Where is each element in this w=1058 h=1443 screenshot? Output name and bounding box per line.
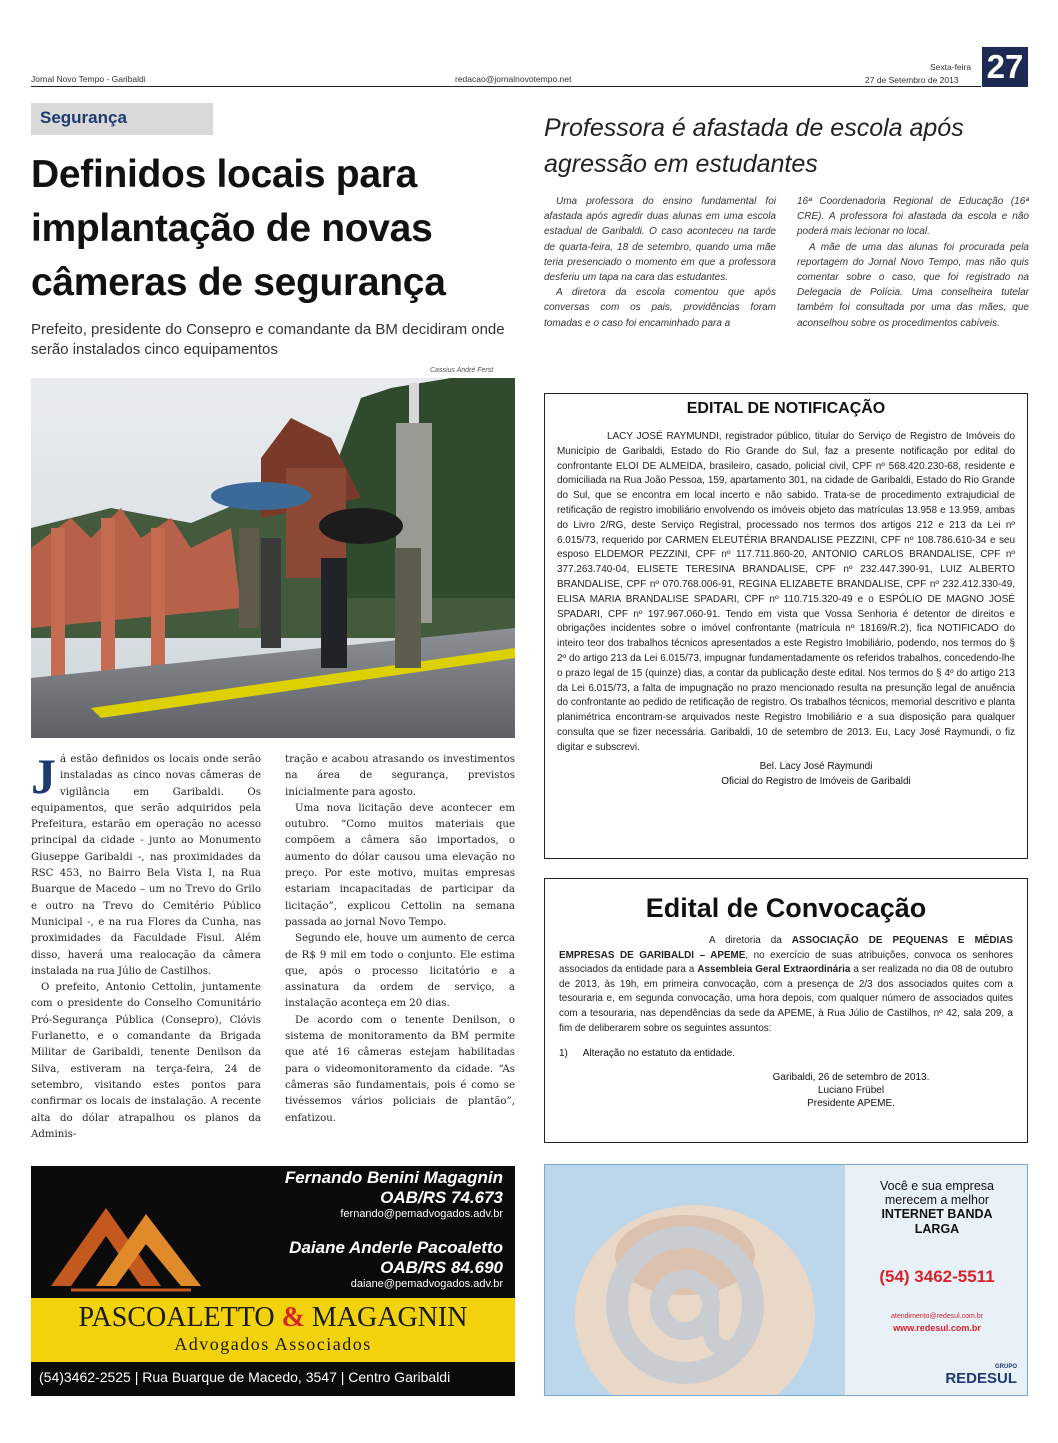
- firm-name-b: MAGAGNIN: [311, 1302, 468, 1333]
- main-article-paragraph-3: tração e acabou atrasando os investimentos na área de segurança, previstos inicialmente para agosto.: [285, 754, 515, 798]
- convocation-date: Garibaldi, 26 de setembro de 2013.: [772, 1072, 930, 1084]
- notification-notice-title: EDITAL DE NOTIFICAÇÃO: [686, 400, 886, 417]
- law-firm-contact: (54)3462-2525 | Rua Buarque de Macedo, 3547 | Centro Garibaldi: [39, 1369, 451, 1385]
- main-article-paragraph-5: Segundo ele, houve um aumento de cerca de R$ 9 mil em todo o conjunto. Ele estima que, após o processo licitatório e a assinatura da ordem de serviço, a instalação aconteça em 20 dias.: [285, 933, 515, 1010]
- lawyer-2: [289, 1238, 503, 1290]
- header-paper-name: Jornal Novo Tempo - Garibaldi: [31, 74, 146, 84]
- law-firm-name: [31, 1302, 515, 1334]
- section-label: Segurança: [31, 103, 213, 135]
- main-article-column-1: [31, 748, 261, 1143]
- notification-signature: [557, 759, 1015, 789]
- convocation-notice-title: Edital de Convocação: [645, 893, 927, 923]
- at-sign-hand-icon: [545, 1165, 845, 1396]
- main-article-paragraph-2: O prefeito, Antonio Cettolin, juntamente com o presidente do Conselho Comunitário Pró-Segurança Pública (Consepro), Clóvis Furlanetto, e o comandante da Brigada Militar de Garibaldi, tenente Denilson da Silva, estiveram na terça-feira, 24 de setembro, visitando estes pontos para confirmar os locais de instalação. A recente alta do dólar atrapalhou os planos da Adminis-: [31, 982, 261, 1140]
- secondary-headline: Professora é afastada de escola após agressão em estudantes: [544, 114, 964, 178]
- photo-credit: Cassius André Ferst: [430, 367, 494, 374]
- secondary-paragraph-4: A mãe de uma das alunas foi procurada pela reportagem do Jornal Novo Tempo, mas não quis comentar sobre o caso, que foi registrado na Delegacia de Polícia. Uma conselheira tutelar também foi consultada por uma das mães, que aconselhou sobre os procedimentos cabíveis.: [797, 241, 1029, 329]
- isp-product: INTERNET BANDA LARGA: [881, 1207, 993, 1236]
- lawyer-1: [285, 1168, 503, 1220]
- main-headline: Definidos locais para implantação de novas câmeras de segurança: [31, 153, 446, 304]
- main-subhead: Prefeito, presidente do Consepro e comandante da BM decidiram onde serão instalados cinco equipamentos: [31, 321, 505, 358]
- secondary-paragraph-1: Uma professora do ensino fundamental foi afastada após agredir duas alunas em uma escola estadual de Garibaldi. O caso aconteceu na tarde de quarta-feira, 18 de setembro, quando uma mãe teria presenciado o momento em que a professora desferiu um tapa na cara das estudantes.: [544, 196, 776, 284]
- page-number: 27: [982, 47, 1028, 87]
- isp-email[interactable]: atendimento@redesul.com.br: [891, 1313, 983, 1320]
- main-article-column-2: [285, 752, 515, 1127]
- secondary-paragraph-3: 16ª Coordenadoria Regional de Educação (16ª CRE). A professora foi afastada da escola e não poderá mais lecionar no local.: [797, 196, 1029, 238]
- secondary-paragraph-2: A diretora da escola comentou que após conversas com os pais, providências foram tomadas e o caso foi encaminhado para a: [544, 287, 776, 329]
- isp-info-panel: [845, 1165, 1028, 1396]
- firm-ampersand: &: [281, 1302, 305, 1333]
- agenda-item-number: 1): [559, 1048, 568, 1060]
- main-article-paragraph-1: á estão definidos os locais onde serão instaladas as cinco novas câmeras de vigilância em Garibaldi. Os equipamentos, que serão adquiridos pela Prefeitura, estarão em operação no acesso principal da cidade - junto ao Monumento Giuseppe Garibaldi -, nas proximidades da RSC 453, no Bairro Bela Vista I, na Rua Buarque de Macedo – um no Trevo do Grilo e outro na Trevo do Cemitério Público Municipal -, e na rua Flores da Cunha, nas proximidades da Faculdade Fisul. Além disso, haverá uma realocação da câmera instalada na rua Júlio de Castilhos.: [31, 754, 261, 977]
- convocation-agenda-item: [559, 1048, 1013, 1059]
- agenda-item-text: Alteração no estatuto da entidade.: [582, 1048, 736, 1060]
- convocation-intro: A diretoria da: [709, 935, 792, 946]
- law-firm-subtitle: Advogados Associados: [174, 1334, 372, 1354]
- isp-phone[interactable]: (54) 3462-5511: [879, 1267, 995, 1286]
- isp-advertisement[interactable]: [544, 1164, 1028, 1396]
- convocation-signature: [559, 1071, 1013, 1110]
- notification-signer-role: Oficial do Registro de Imóveis de Garibaldi: [721, 775, 911, 787]
- lawyer-1-email[interactable]: fernando@pemadvogados.adv.br: [340, 1208, 503, 1220]
- law-firm-banner: [31, 1298, 515, 1362]
- convocation-signer-name: Luciano Frübel: [817, 1085, 885, 1097]
- lawyer-1-name: Fernando Benini Magagnin: [284, 1168, 503, 1187]
- notification-notice-body: LACY JOSÉ RAYMUNDI, registrador público, titular do Serviço de Registro de Imóveis do Município de Garibaldi, Estado do Rio Grande do Sul, faz a presente notificação por edital do confrontante ELOI DE ALMEIDA, brasileiro, casado, policial civil, CPF nº 568.420.230-68, residente e domiciliada na Rua João Pessoa, 159, apartamento 301, na cidade de Garibaldi, Estado do Rio Grande do Sul, que se encontra em local incerto e não sabido. Trata-se de procedimento extrajudicial de retificação de registro imobiliário envolvendo os imóveis objeto das matrículas 13.958 e 13.959, ambas do Livro 2/RG, deste Serviço Registral, processado nos termos dos artigos 212 e 213 da Lei nº 6.015/73, requerido por CARMEN ELEUTÉRIA BRANDALISE PEZZINI, CPF nº 108.786.610-34 e seu esposo ELDEMOR PEZZINI, CPF nº 117.711.860-20, ANTONIO CARLOS BRANDALISE, CPF nº 377.263.740-04, ELISETE TERESINA BRANDALISE, CPF nº 232.447.390-91, LUIZ ALBERTO BRANDALISE, CPF nº 070.768.006-91, REGINA ELIZABETE BRANDALISE, CPF nº 232.412.330-49, ELISA MARIA BRANDALISE SPADARI, CPF nº 110.715.320-49 e o ESPÓLIO DE MAGNO JOSÉ SPADARI, CPF nº 197.967.060-91. Tendo em vista que Vossa Senhoria é detentor de direitos e obrigações incidentes sobre o imóvel confrontante (matrícula nº 18169/R.2), fica NOTIFICADO do inteiro teor dos trabalhos técnicos apresentados a este Registro Imobiliário, podendo, nos termos do § 2º do artigo 213 da Lei 6.015/73, impugnar fundamentadamente os referidos trabalhos, concedendo-lhe o prazo legal de 15 (quinze) dias, a contar da publicação deste edital. Nos termos do § 4º do artigo 213 da Lei 6.015/73, a falta de impugnação no prazo mencionado resulta na presunção legal de anuência do confrontante ao pedido de retificação de registro. Os trabalhos técnicos, memorial descritivo e planta planimétrica encontram-se arquivados neste Registro Imobiliário e a sua disposição para qualquer consulta que se fizer necessária. Garibaldi, 10 de setembro de 2013. Eu, Lacy José Raymundi, o fiz digitar e subscrevi.: [557, 431, 1015, 753]
- convocation-org: ASSOCIAÇÃO DE PEQUENAS E MÉDIAS EMPRESAS DE GARIBALDI – APEME: [559, 935, 1013, 961]
- isp-website[interactable]: www.redesul.com.br: [893, 1323, 981, 1333]
- secondary-article-column-2: [797, 194, 1029, 331]
- drop-cap: J: [31, 748, 56, 804]
- lawyer-1-oab: OAB/RS 74.673: [380, 1188, 503, 1207]
- convocation-notice-body: [559, 934, 1013, 1036]
- convocation-notice-box: [544, 878, 1028, 1143]
- secondary-article-column-1: [544, 194, 776, 331]
- law-firm-advertisement[interactable]: [31, 1166, 515, 1396]
- notification-notice-box: [544, 393, 1028, 859]
- convocation-mid: , no exercício de suas atribuições, convoca os senhores associados da entidade para a: [559, 949, 1013, 976]
- firm-name-a: PASCOALETTO: [78, 1302, 275, 1333]
- isp-tagline: Você e sua empresa merecem a melhor: [880, 1179, 994, 1207]
- isp-brand-name: REDESUL: [945, 1370, 1017, 1387]
- isp-brand-logo: [945, 1364, 1017, 1387]
- header-rule: [31, 86, 981, 87]
- main-photo: [31, 378, 515, 738]
- lawyer-2-email[interactable]: daiane@pemadvogados.adv.br: [350, 1278, 503, 1290]
- main-article-paragraph-6: De acordo com o tenente Denilson, o sistema de monitoramento da BM permite que até 16 câmeras estejam habilitadas para o videomonitoramento da cidade. “As câmeras são fundamentais, pois é como se tivéssemos vários policiais de plantão”, enfatizou.: [285, 1014, 515, 1124]
- main-article-paragraph-4: Uma nova licitação deve acontecer em outubro. “Como muitos materiais que compõem a câmera são importados, o aumento do dólar causou uma elevação no preço. Por este motivo, muitas empresas estariam incapacitadas de participar da licitação”, explicou Cettolin na semana passada ao jornal Novo Tempo.: [285, 802, 515, 928]
- header-date: 27 de Setembro de 2013: [865, 75, 959, 85]
- isp-brand-group: GRUPO: [994, 1364, 1017, 1370]
- header-weekday: Sexta-feira: [930, 62, 972, 72]
- header-email[interactable]: redacao@jornalnovotempo.net: [455, 74, 572, 84]
- convocation-assembly: Assembleia Geral Extraordinária: [697, 964, 851, 976]
- notification-signer-name: Bel. Lacy José Raymundi: [759, 760, 873, 772]
- lawyer-2-oab: OAB/RS 84.690: [380, 1258, 503, 1277]
- convocation-signer-role: Presidente APEME.: [807, 1098, 895, 1110]
- lawyer-2-name: Daiane Anderle Pacoaletto: [289, 1238, 503, 1257]
- convocation-rest: a ser realizada no dia 08 de outubro de 2013, às 19h, em primeira convocação, com a presença de 2/3 dos associados quites com a tesouraria e, em segunda convocação, uma hora depois, com qualquer número de associados quites com a tesouraria, nas dependências da sede da APEME, à Rua Júlio de Castilhos, nº 42, sala 209, a fim de deliberarem sobre os seguintes assuntos:: [559, 964, 1013, 1034]
